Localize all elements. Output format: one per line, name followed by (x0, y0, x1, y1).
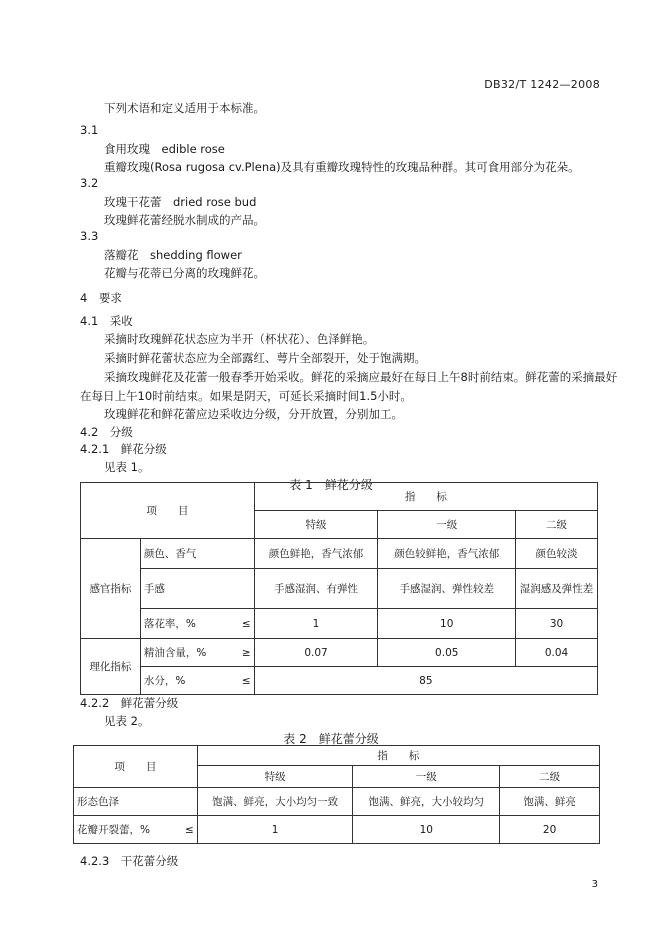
term-title: 食用玫瑰 edible rose (104, 142, 225, 156)
row-label-text: 花瓣开裂蕾，% (77, 823, 150, 836)
table-cell: 手感湿润、有弹性 (254, 569, 378, 609)
grade-header: 特级 (197, 766, 353, 788)
intro-text: 下列术语和定义适用于本标准。 (104, 101, 265, 115)
grade-header: 特级 (254, 511, 378, 539)
group-label: 感官指标 (81, 539, 141, 639)
term-title: 落瓣花 shedding flower (104, 248, 242, 262)
table-2 (73, 745, 600, 844)
table-cell: 饱满、鲜亮，大小较均匀 (353, 788, 500, 816)
table-cell: 湿润感及弹性差 (516, 569, 598, 609)
table-cell: 10 (353, 816, 500, 844)
paragraph: 玫瑰鲜花和鲜花蕾应边采收边分级，分开放置，分别加工。 (104, 407, 403, 421)
term-definition: 花瓣与花蒂已分离的玫瑰鲜花。 (104, 266, 265, 280)
row-label: 形态色泽 (74, 788, 198, 816)
index-header: 指 标 (197, 746, 599, 766)
term-number: 3.3 (80, 229, 99, 243)
row-label-text: 水分，% (143, 674, 186, 687)
group-label: 理化指标 (81, 639, 141, 695)
comparison-sign: ≤ (184, 823, 194, 836)
comparison-sign: ≤ (241, 674, 251, 687)
section-heading: 4 要求 (80, 291, 122, 305)
grade-header: 二级 (516, 511, 598, 539)
row-label: 颜色、香气 (140, 539, 254, 569)
paragraph: 见表 1。 (104, 460, 150, 474)
table-cell: 0.07 (254, 639, 378, 667)
row-label (140, 639, 254, 667)
index-header: 指 标 (254, 483, 597, 511)
table-cell: 0.04 (516, 639, 598, 667)
section-heading: 4.2.2 鲜花蕾分级 (80, 696, 179, 710)
document-code: DB32/T 1242—2008 (484, 78, 600, 91)
table-title: 表 1 鲜花分级 (289, 478, 373, 492)
table-cell: 85 (254, 667, 597, 695)
row-label (74, 816, 198, 844)
section-heading: 4.2 分级 (80, 425, 133, 439)
table-cell: 1 (197, 816, 353, 844)
term-title: 玫瑰干花蕾 dried rose bud (104, 195, 257, 209)
section-heading: 4.2.3 干花蕾分级 (80, 854, 179, 868)
table-cell: 0.05 (378, 639, 516, 667)
grade-header: 一级 (378, 511, 516, 539)
paragraph: 采摘时玫瑰鲜花状态应为半开（杯状花）、色泽鲜艳。 (104, 332, 375, 346)
paragraph: 在每日上午10时前结束。如果是阴天，可延长采摘时间1.5小时。 (80, 389, 412, 403)
section-heading: 4.2.1 鲜花分级 (80, 442, 167, 456)
comparison-sign: ≥ (241, 646, 251, 659)
table-cell: 20 (500, 816, 600, 844)
row-label-text: 落花率，% (143, 617, 196, 630)
item-header: 项 目 (74, 746, 198, 788)
table-cell: 颜色鲜艳，香气浓郁 (254, 539, 378, 569)
table-cell: 10 (378, 609, 516, 639)
table-cell: 颜色较鲜艳，香气浓郁 (378, 539, 516, 569)
grade-header: 二级 (500, 766, 600, 788)
table-cell: 饱满、鲜亮 (500, 788, 600, 816)
paragraph: 采摘时鲜花蕾状态应为全部露红、萼片全部裂开，处于饱满期。 (104, 351, 426, 365)
table-cell: 30 (516, 609, 598, 639)
table-title: 表 2 鲜花蕾分级 (283, 732, 379, 746)
term-number: 3.1 (80, 123, 99, 137)
page-number: 3 (591, 879, 598, 890)
section-heading: 4.1 采收 (80, 314, 133, 328)
comparison-sign: ≤ (241, 617, 251, 630)
table-cell: 手感湿润、弹性较差 (378, 569, 516, 609)
table-1 (80, 482, 598, 695)
row-label (140, 667, 254, 695)
term-definition: 重瓣玫瑰(Rosa rugosa cv.Plena)及具有重瓣玫瑰特性的玫瑰品种群。其可食用部分为花朵。 (104, 160, 580, 174)
table-cell: 饱满、鲜亮，大小均匀一致 (197, 788, 353, 816)
paragraph: 见表 2。 (104, 714, 150, 728)
term-number: 3.2 (80, 176, 99, 190)
table-cell: 1 (254, 609, 378, 639)
term-definition: 玫瑰鲜花蕾经脱水制成的产品。 (104, 213, 265, 227)
table-cell: 颜色较淡 (516, 539, 598, 569)
item-header: 项 目 (81, 483, 255, 539)
row-label (140, 609, 254, 639)
row-label: 手感 (140, 569, 254, 609)
row-label-text: 精油含量，% (143, 646, 207, 659)
grade-header: 一级 (353, 766, 500, 788)
paragraph: 采摘玫瑰鲜花及花蕾一般春季开始采收。鲜花的采摘应最好在每日上午8时前结束。鲜花蕾的采摘最好 (104, 370, 618, 384)
